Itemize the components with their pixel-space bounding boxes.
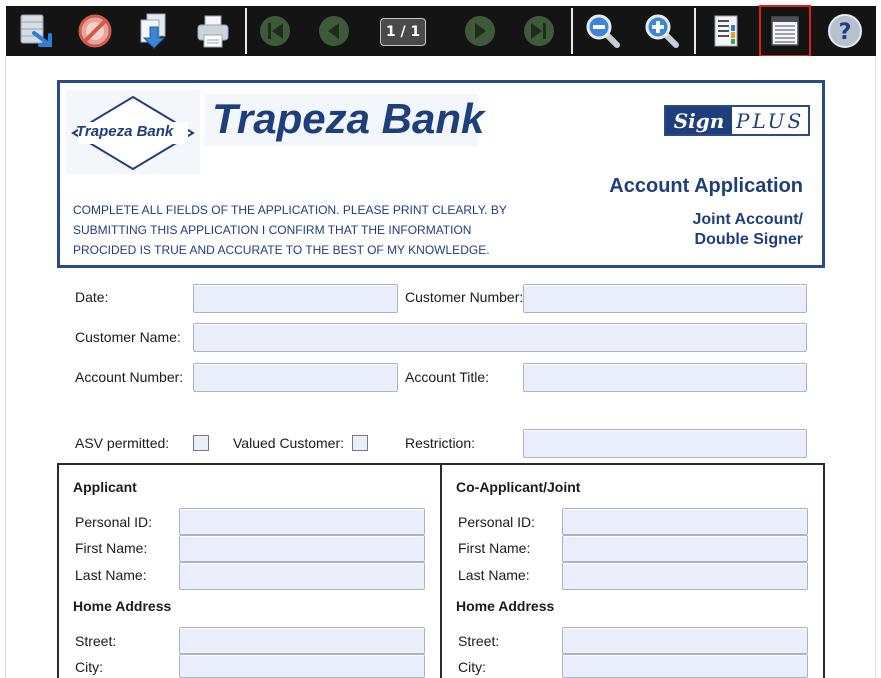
co-applicant-first-name-field[interactable] — [562, 535, 808, 562]
valued-customer-checkbox[interactable] — [352, 435, 368, 451]
applicant-city-label: City: — [75, 659, 103, 675]
previous-page-icon — [314, 11, 354, 51]
restriction-field[interactable] — [523, 429, 807, 458]
toolbar-separator — [571, 8, 573, 54]
co-applicant-last-name-field[interactable] — [562, 562, 808, 590]
signplus-plus: PLUS — [736, 109, 805, 133]
customer-name-field[interactable] — [193, 323, 807, 352]
co-applicant-first-name-label: First Name: — [458, 540, 531, 556]
svg-text:?: ? — [838, 20, 852, 45]
page-indicator[interactable]: 1 / 1 — [380, 18, 426, 46]
customer-number-field[interactable] — [523, 284, 807, 313]
last-page-button[interactable] — [514, 6, 564, 56]
applicant-first-name-label: First Name: — [75, 540, 148, 556]
toolbar — [0, 0, 881, 62]
co-applicant-city-label: City: — [458, 659, 486, 675]
co-applicant-street-field[interactable] — [562, 627, 808, 654]
previous-page-button[interactable] — [309, 6, 359, 56]
co-applicant-street-label: Street: — [458, 633, 500, 649]
co-applicant-home-address-heading: Home Address — [456, 598, 555, 614]
account-title-label: Account Title: — [405, 369, 490, 385]
bank-logo — [66, 90, 200, 174]
applicant-street-label: Street: — [75, 633, 117, 649]
form-title: Account Application — [609, 175, 803, 197]
print-button[interactable] — [188, 6, 238, 56]
instructions-line: PROCIDED IS TRUE AND ACCURATE TO THE BEST OF MY KNOWLEDGE. — [73, 243, 490, 257]
applicant-last-name-label: Last Name: — [75, 567, 147, 583]
help-button[interactable] — [820, 6, 870, 56]
co-applicant-personal-id-field[interactable] — [562, 508, 808, 535]
date-label: Date: — [75, 289, 109, 305]
document-properties-icon — [707, 11, 747, 51]
cancel-icon — [75, 11, 115, 51]
last-page-icon — [519, 11, 559, 51]
download-button[interactable] — [128, 6, 178, 56]
print-icon — [193, 11, 233, 51]
applicant-last-name-field[interactable] — [179, 562, 425, 590]
zoom-in-icon — [642, 11, 682, 51]
first-page-icon — [255, 11, 295, 51]
asv-permitted-label: ASV permitted: — [75, 435, 170, 451]
first-page-button[interactable] — [250, 6, 300, 56]
instructions-line: COMPLETE ALL FIELDS OF THE APPLICATION. PLEASE PRINT CLEARLY. BY — [73, 203, 507, 217]
toolbar-separator — [245, 8, 247, 54]
co-applicant-heading: Co-Applicant/Joint — [456, 479, 581, 495]
valued-customer-label: Valued Customer: — [233, 435, 345, 451]
document-properties-button[interactable] — [702, 6, 752, 56]
instructions-line: SUBMITTING THIS APPLICATION I CONFIRM THAT THE INFORMATION — [73, 223, 472, 237]
date-field[interactable] — [193, 284, 398, 313]
applicant-street-field[interactable] — [179, 627, 425, 654]
export-button[interactable] — [11, 6, 61, 56]
applicant-home-address-heading: Home Address — [73, 598, 172, 614]
next-page-icon — [460, 11, 500, 51]
database-export-icon — [16, 11, 56, 51]
applicant-personal-id-field[interactable] — [179, 508, 425, 535]
applicant-city-field[interactable] — [179, 654, 425, 678]
account-title-field[interactable] — [523, 363, 807, 392]
zoom-in-button[interactable] — [637, 6, 687, 56]
form-subtitle-line2: Double Signer — [694, 231, 803, 248]
account-number-label: Account Number: — [75, 369, 184, 385]
bank-title: Trapeza Bank — [212, 95, 485, 142]
applicant-heading: Applicant — [73, 479, 137, 495]
form-subtitle-line1: Joint Account/ — [692, 211, 803, 228]
applicant-first-name-field[interactable] — [179, 535, 425, 562]
signplus-logo — [664, 105, 810, 136]
co-applicant-personal-id-label: Personal ID: — [458, 514, 536, 530]
restriction-label: Restriction: — [405, 435, 476, 451]
download-icon — [133, 11, 173, 51]
cancel-button[interactable] — [70, 6, 120, 56]
customer-name-label: Customer Name: — [75, 329, 181, 345]
asv-permitted-checkbox[interactable] — [193, 435, 209, 451]
zoom-out-icon — [583, 11, 623, 51]
co-applicant-city-field[interactable] — [562, 654, 808, 678]
applicants-divider — [440, 463, 442, 678]
applicant-personal-id-label: Personal ID: — [75, 514, 153, 530]
co-applicant-last-name-label: Last Name: — [458, 567, 530, 583]
toolbar-separator — [694, 8, 696, 54]
zoom-out-button[interactable] — [578, 6, 628, 56]
form-fields-icon — [765, 11, 805, 51]
bank-logo-text: Trapeza Bank — [76, 123, 174, 140]
help-icon — [825, 11, 865, 51]
signplus-sign: Sign — [666, 107, 732, 134]
customer-number-label: Customer Number: — [405, 289, 524, 305]
next-page-button[interactable] — [455, 6, 505, 56]
form-fields-button[interactable] — [760, 6, 810, 56]
account-number-field[interactable] — [193, 363, 398, 392]
